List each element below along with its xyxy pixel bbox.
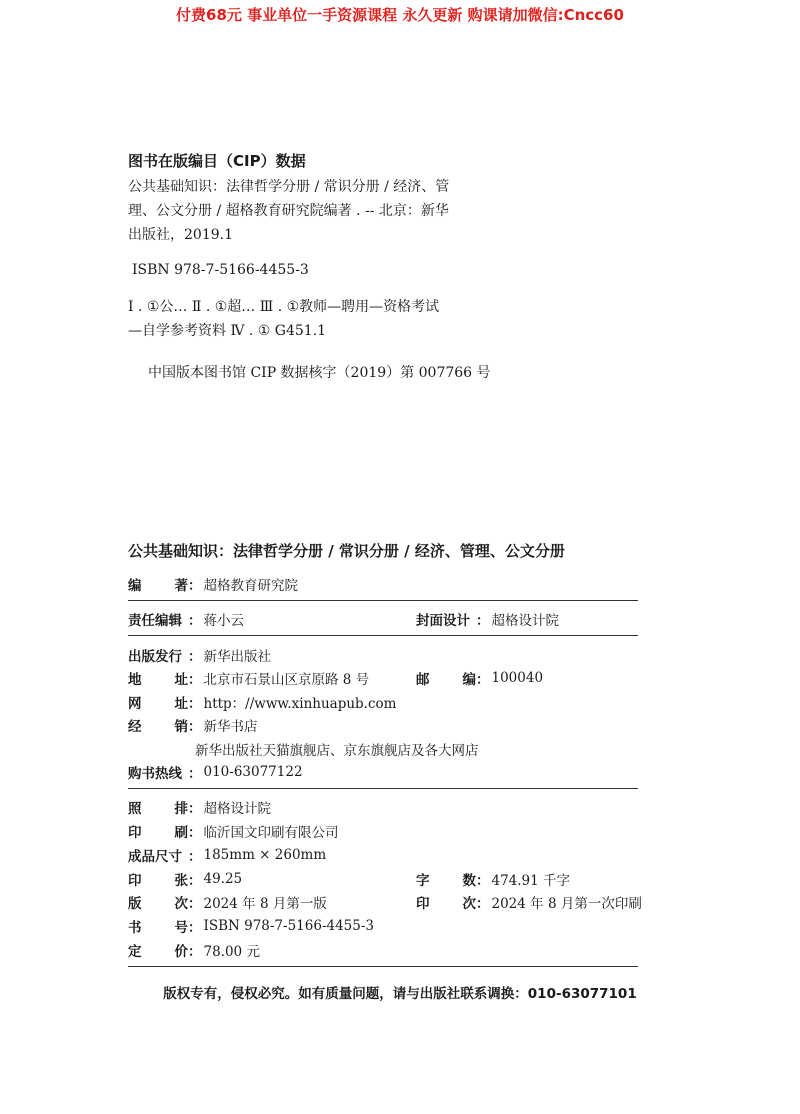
row-address: 地 址 ： 北京市石景山区京原路 8 号 <box>128 668 369 688</box>
postcode-label: 邮 编 <box>416 672 476 688</box>
row-edition: 版 次 ： 2024 年 8 月第一版 <box>128 892 327 912</box>
cover-value: 超格设计院 <box>491 613 559 629</box>
distribution-value-1: 新华书店 <box>203 719 258 735</box>
row-printing: 印 次 ： 2024 年 8 月第一次印刷 <box>416 892 642 912</box>
author-label: 编 著 <box>128 578 188 594</box>
sheets-label: 印 张 <box>128 873 188 889</box>
bookno-label: 书 号 <box>128 920 188 936</box>
divider <box>128 600 638 601</box>
size-label: 成品尺寸 <box>128 849 182 865</box>
publisher-value: 新华出版社 <box>203 649 271 665</box>
words-label: 字 数 <box>416 873 476 889</box>
row-publisher: 出版发行 ： 新华出版社 <box>128 645 271 665</box>
price-value: 78.00 元 <box>203 944 260 960</box>
edition-value: 2024 年 8 月第一版 <box>203 896 327 912</box>
hotline-label: 购书热线 <box>128 766 182 782</box>
row-editor: 责任编辑 ： 蒋小云 <box>128 609 244 629</box>
distribution-value-2: 新华出版社天猫旗舰店、京东旗舰店及各大网店 <box>195 743 479 759</box>
divider <box>128 788 638 789</box>
row-words: 字 数 ： 474.91 千字 <box>416 869 570 889</box>
price-label: 定 价 <box>128 944 188 960</box>
author-value: 超格教育研究院 <box>203 578 298 594</box>
sheets-value: 49.25 <box>203 871 243 887</box>
size-value: 185mm × 260mm <box>203 847 327 863</box>
website-label: 网 址 <box>128 696 188 712</box>
editor-value: 蒋小云 <box>203 613 244 629</box>
edition-label: 版 次 <box>128 896 188 912</box>
words-value: 474.91 千字 <box>491 873 571 889</box>
row-author: 编 著 ： 超格教育研究院 <box>128 574 298 594</box>
row-sheets: 印 张 ： 49.25 <box>128 871 243 889</box>
typeset-label: 照 排 <box>128 801 188 817</box>
promo-banner: 付费68元 事业单位一手资源课程 永久更新 购课请加微信:Cncc60 <box>176 6 624 24</box>
printing-value: 2024 年 8 月第一次印刷 <box>491 896 642 912</box>
postcode-value: 100040 <box>491 670 544 686</box>
publisher-label: 出版发行 <box>128 649 182 665</box>
cip-class-2: —自学参考资料 Ⅳ . ① G451.1 <box>128 323 327 339</box>
book-title: 公共基础知识：法律哲学分册 / 常识分册 / 经济、管理、公文分册 <box>128 542 565 560</box>
hotline-value: 010-63077122 <box>203 764 303 780</box>
cip-line-1: 公共基础知识：法律哲学分册 / 常识分册 / 经济、管 <box>128 179 450 195</box>
cip-verify: 中国版本图书馆 CIP 数据核字（2019）第 007766 号 <box>148 365 491 381</box>
row-website: 网 址 ： http：//www.xinhuapub.com <box>128 692 396 712</box>
divider <box>128 966 638 967</box>
row-cover: 封面设计 ： 超格设计院 <box>416 609 559 629</box>
row-printer: 印 刷 ： 临沂国文印刷有限公司 <box>128 821 339 841</box>
row-typeset: 照 排 ： 超格设计院 <box>128 797 271 817</box>
address-label: 地 址 <box>128 672 188 688</box>
editor-label: 责任编辑 <box>128 613 182 629</box>
row-hotline: 购书热线 ： 010-63077122 <box>128 764 303 782</box>
cip-class-1: Ⅰ . ①公… Ⅱ . ①超… Ⅲ . ①教师—聘用—资格考试 <box>128 299 440 315</box>
row-price: 定 价 ： 78.00 元 <box>128 940 260 960</box>
cip-isbn: ISBN 978-7-5166-4455-3 <box>132 262 309 278</box>
cip-title: 图书在版编目（CIP）数据 <box>128 152 306 170</box>
distribution-label: 经 销 <box>128 719 188 735</box>
copyright-footer: 版权专有，侵权必究。如有质量问题，请与出版社联系调换：010-63077101 <box>163 986 637 1002</box>
cip-line-3: 出版社，2019.1 <box>128 227 233 243</box>
printer-value: 临沂国文印刷有限公司 <box>203 825 339 841</box>
printer-label: 印 刷 <box>128 825 188 841</box>
row-size: 成品尺寸 ： 185mm × 260mm <box>128 847 327 865</box>
address-value: 北京市石景山区京原路 8 号 <box>203 672 370 688</box>
website-value: http：//www.xinhuapub.com <box>203 696 397 712</box>
row-distribution: 经 销 ： 新华书店 <box>128 715 258 735</box>
cover-label: 封面设计 <box>416 613 470 629</box>
cip-line-2: 理、公文分册 / 超格教育研究院编著 . -- 北京：新华 <box>128 203 449 219</box>
printing-label: 印 次 <box>416 896 476 912</box>
bookno-value: ISBN 978-7-5166-4455-3 <box>203 918 375 934</box>
divider <box>128 635 638 636</box>
typeset-value: 超格设计院 <box>203 801 271 817</box>
row-bookno: 书 号 ： ISBN 978-7-5166-4455-3 <box>128 918 375 936</box>
row-postcode: 邮 编 ： 100040 <box>416 670 544 688</box>
